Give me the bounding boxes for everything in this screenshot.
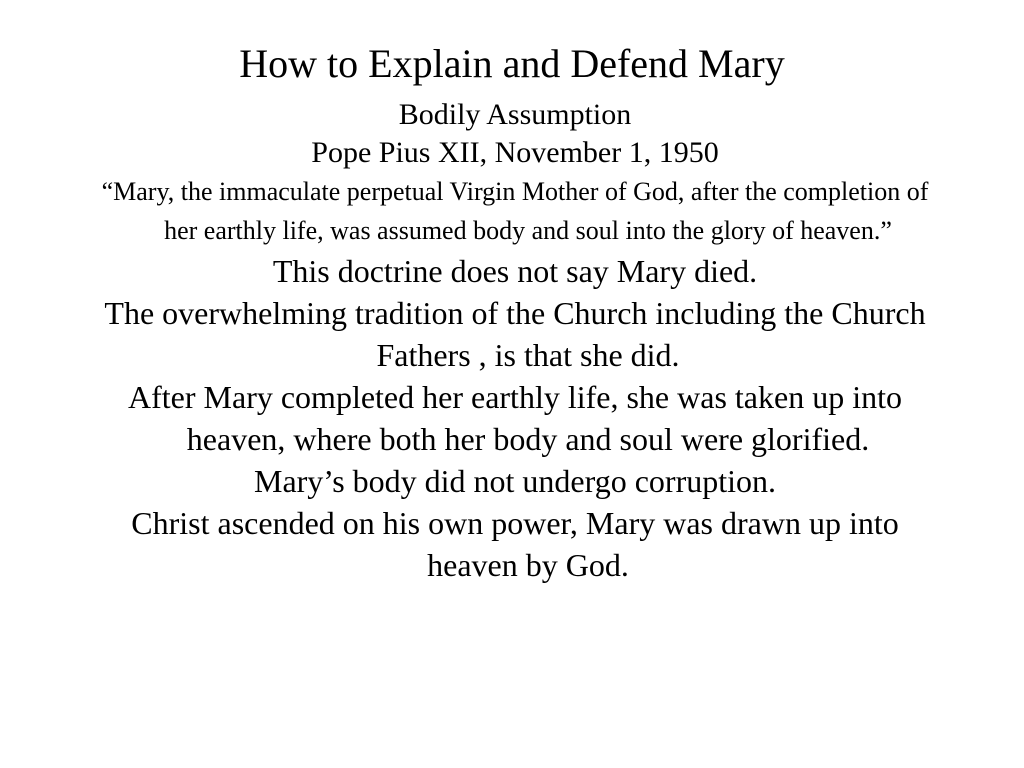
body-paragraph: After Mary completed her earthly life, she was taken up into heaven, where both her body and soul were glorified.: [128, 379, 902, 457]
body-paragraph: This doctrine does not say Mary died.: [272, 253, 758, 289]
body-paragraph: The overwhelming tradition of the Church including the Church Fathers , is that she did.: [104, 295, 926, 373]
body-paragraph: Christ ascended on his own power, Mary was drawn up into heaven by God.: [131, 505, 899, 583]
body-paragraph: Mary’s body did not undergo corruption.: [253, 463, 776, 499]
slide-body: [92, 96, 938, 586]
slide-title: How to Explain and Defend Mary: [239, 41, 785, 86]
subtitle-pope-date: Pope Pius XII, November 1, 1950: [311, 136, 719, 169]
quote-paragraph: “Mary, the immaculate perpetual Virgin Mother of God, after the completion of her earthly life, was assumed body and soul into the glory of heaven.”: [101, 177, 929, 245]
subtitle-bodily-assumption: Bodily Assumption: [398, 98, 632, 131]
